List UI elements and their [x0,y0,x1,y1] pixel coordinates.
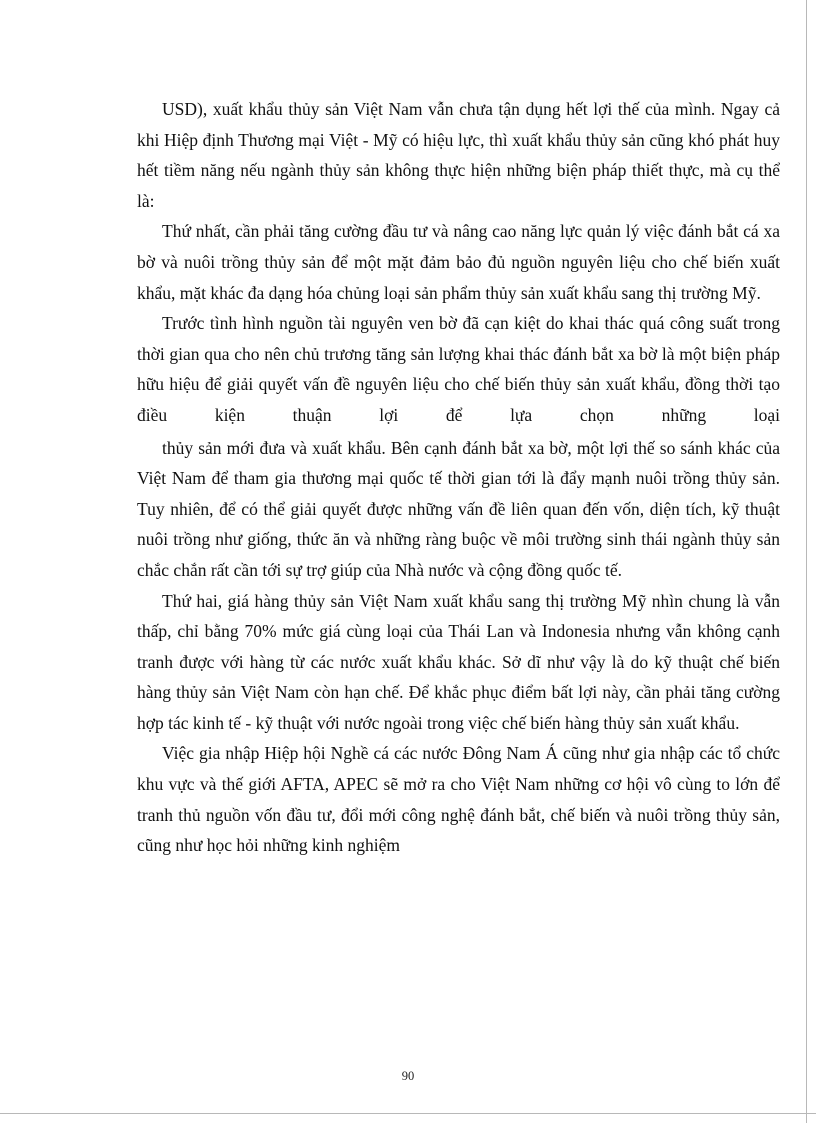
page-number: 90 [401,1069,415,1083]
paragraph-2: Thứ nhất, cần phải tăng cường đầu tư và nâng cao năng lực quản lý việc đánh bắt cá xa bờ và nuôi trồng thủy sản để một mặt đảm bảo đủ nguồn nguyên liệu cho chế biến xuất khẩu, mặt khác đa dạng hóa chủng loại sản phẩm thủy sản xuất khẩu sang thị trường Mỹ. [137,221,780,303]
paragraph-1: USD), xuất khẩu thủy sản Việt Nam vẫn chưa tận dụng hết lợi thế của mình. Ngay cả khi Hiệp định Thương mại Việt - Mỹ có hiệu lực, thì xuất khẩu thủy sản cũng khó phát huy hết tiềm năng nếu ngành thủy sản không thực hiện những biện pháp thiết thực, mà cụ thể là: [137,99,780,211]
body-text [137,94,780,861]
page-border-bottom [0,1113,816,1114]
paragraph-4: thủy sản mới đưa và xuất khẩu. Bên cạnh đánh bắt xa bờ, một lợi thế so sánh khác của Việt Nam để tham gia thương mại quốc tế thời gian tới là đẩy mạnh nuôi trồng thủy sản. Tuy nhiên, để có thể giải quyết được những vấn đề liên quan đến vốn, diện tích, kỹ thuật nuôi trồng như giống, thức ăn và những ràng buộc về môi trường sinh thái ngành thủy sản chắc chắn rất cần tới sự trợ giúp của Nhà nước và cộng đồng quốc tế. [137,437,780,580]
page-border-right [806,0,807,1123]
paragraph-6: Việc gia nhập Hiệp hội Nghề cá các nước Đông Nam Á cũng như gia nhập các tổ chức khu vực và thế giới AFTA, APEC sẽ mở ra cho Việt Nam những cơ hội vô cùng to lớn để tranh thủ nguồn vốn đầu tư, đổi mới công nghệ đánh bắt, chế biến và nuôi trồng thủy sản, cũng như học hỏi những kinh nghiệm [137,743,780,856]
paragraph-3: Trước tình hình nguồn tài nguyên ven bờ đã cạn kiệt do khai thác quá công suất trong thời gian qua cho nên chủ trương tăng sản lượng khai thác đánh bắt xa bờ là một biện pháp hữu hiệu để giải quyết vấn đề nguyên liệu cho chế biến thủy sản xuất khẩu, đồng thời tạo điều kiện thuận lợi để lựa chọn những loại [137,313,780,425]
paragraph-5: Thứ hai, giá hàng thủy sản Việt Nam xuất khẩu sang thị trường Mỹ nhìn chung là vẫn thấp, chỉ bằng 70% mức giá cùng loại của Thái Lan và Indonesia nhưng vẫn không cạnh tranh được với hàng từ các nước xuất khẩu khác. Sở dĩ như vậy là do kỹ thuật chế biến hàng thủy sản Việt Nam còn hạn chế. Để khắc phục điểm bất lợi này, cần phải tăng cường hợp tác kinh tế - kỹ thuật với nước ngoài trong việc chế biến hàng thủy sản xuất khẩu. [137,590,780,733]
